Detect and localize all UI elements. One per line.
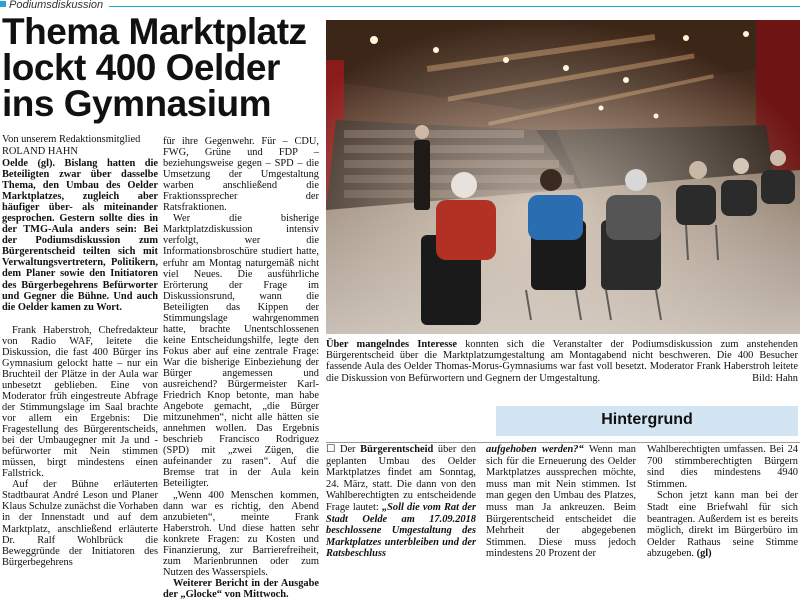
photo-caption [326,339,798,384]
photo-credit: Bild: Hahn [752,372,798,384]
hintergrund-bullet: ☐ Der [326,444,361,455]
hintergrund-text: über den geplanten Umbau des Oelder Marktplatzes findet am Sonntag, 24. März, statt. Die dann von den Wahlberechtigten zu entscheidende Frage lautet: [326,444,476,513]
rubric-label [0,0,109,11]
rubric-line [0,6,800,7]
article-paragraph: Wer die bisherige Marktplatzdiskussion intensiv verfolgt, wer die Informationsbroschüre studiert hatte, erfuhr am Montag naturgemäß nicht viel Neues. Die ausführliche Erörterung der Frage im Diskussionsrund, wann die Beteiligten das Kippen der Stimmungslage wahrgenommen hatte, brachte Unentschlossenen keine Entscheidungshilfe, legte den Fokus aber auf eine zentrale Frage: War die bisherige Einbeziehung der Bürger angemessen und ausreichend? Bürgermeister Karl-Friedrich Knop betonte, man habe Angebote gemacht, „die Bürger mitzunehmen“, nicht alle hätten sie annehmen wollen. Das Ergebnis beschrieb Francisco Rodriguez (SPD) mit „zwei Zügen, die aufeinander zu rasen“. Auf die Bremse trat in der Aula kein Beteiligter. [163,213,319,490]
more-reference: Weiterer Bericht in der Ausgabe der „Glocke“ von Mittwoch. [163,577,319,600]
article-paragraph: für ihre Gegenwehr. Für – CDU, FWG, Grüne und FDP – beziehungsweise gegen – SPD – die Umsetzung der Umgestaltung warben anschließend die Fraktionssprecher der Ratsfraktionen. [163,136,319,214]
article-paragraph: „Wenn 400 Menschen kommen, dann war es richtig, den Abend anzubieten“, meinte Frank Haberstroh. Und diese hatten sehr konkrete Fragen: zu Kosten und Finanzierung, zur Barrierefreiheit, zum Marienbrunnen oder zum Nutzen des Wasserspiels. [163,489,319,578]
byline-line1: Von unserem Redaktionsmitglied [2,134,141,145]
hintergrund-column-3 [647,444,798,560]
hintergrund-text: Wahlberechtigten umfassen. Bei 24 700 stimmberechtigten Bürgern sind dies mindestens 4940 Stimmen. [647,444,798,490]
hintergrund-column-1 [326,444,476,560]
event-photo [326,20,800,334]
article-lead: Oelde (gl). Bislang hatten die Beteiligten zwar über dasselbe Thema, den Umbau des Oelder Marktplatzes, zugleich aber häufiger über- als miteinander gesprochen. Gestern sollte dies in der TMG-Aula anders sein: Bei der Podiumsdiskussion zum Bürgerentscheid teilten sich mit Verwaltungsvertretern, Politikern, dem Planer sowie den Initiatoren des Bürgerbegehrens Befürworter und Gegner die Bühne. Und auch die Oelder kamen zu Wort. [2,158,158,313]
hintergrund-quote-end: aufgehoben werden?“ [486,444,584,455]
aula-podium-image [326,20,800,334]
caption-lead: Über mangelndes Interesse [326,339,457,350]
hintergrund-title: Hintergrund [601,411,693,428]
byline [2,134,158,157]
hintergrund-author-tag: (gl) [696,548,712,560]
article-paragraph: Auf der Bühne erläuterten Stadtbaurat André Leson und Planer Klaus Schulze zunächst die Vorhaben in der Innenstadt und auf dem Marktplatz, anschließend erläuterte Dr. Ralf Wohlbrück die Beweggründe der Initiatoren des Bürgerbegehrens [2,479,159,568]
rubric-square-icon [0,1,6,7]
hintergrund-keyword: Bürgerentscheid [360,444,434,455]
hintergrund-text: Wenn man sich für die Erneuerung des Oelder Marktplatzes aussprechen möchte, muss man mit Nein stimmen. Ist man gegen den Umbau des Platzes, muss man Ja ankreuzen. Beim Bürgerentscheid entscheidet die Mehrheit der abgegebenen Stimmen. Diese muss jedoch mindestens 20 Prozent der [486,444,636,560]
headline: Thema Marktplatz lockt 400 Oelder ins Gymnasium [2,11,307,124]
hintergrund-quote: „Soll die vom Rat der Stadt Oelde am 17.09.2018 beschlossene Umgestaltung des Marktplatzes unterbleiben und der Ratsbeschluss [326,501,476,560]
byline-author: ROLAND HAHN [2,145,78,157]
hintergrund-divider [326,442,800,443]
hintergrund-header [496,406,798,436]
article-column-1 [2,158,158,568]
article-column-2 [163,136,319,600]
rubric-text: Podiumsdiskussion [9,0,104,11]
article-paragraph: Frank Haberstroh, Chefredakteur von Radio WAF, leitete die Diskussion, die fast 400 Bürger ins Gymnasium gelockt hatte – nur ein Bruchteil der Plätze in der Aula war unbesetzt geblieben. Eine von Moderator früh eingestreute Abfrage der Stimmungslage im Saal brachte vor allem ein Ergebnis: Die Fragestellung des Bürgerentscheids, bei der Umbaugegner mit Ja und -befürworter mit Nein stimmen müssen, birgt mindestens einen Fallstrick. [2,324,158,480]
hintergrund-text: Schon jetzt kann man bei der Stadt eine Briefwahl für sich beantragen. Außerdem ist es bereits möglich, direkt im Bürgerbüro im Oelder Rathaus seine Stimme abzugeben. [647,490,798,560]
caption-text: konnten sich die Veranstalter der Podiumsdiskussion zum anstehenden Bürgerentscheid über die Marktplatzumgestaltung am Montagabend nicht beschweren. Die 400 Besucher fassende Aula des Oelder Thomas-Morus-Gymnasiums war fast voll besetzt. Moderator Frank Haberstroh leitete die Diskussion von Befürwortern und Gegnern der Umgestaltung. [326,339,798,384]
hintergrund-column-2 [486,444,636,560]
